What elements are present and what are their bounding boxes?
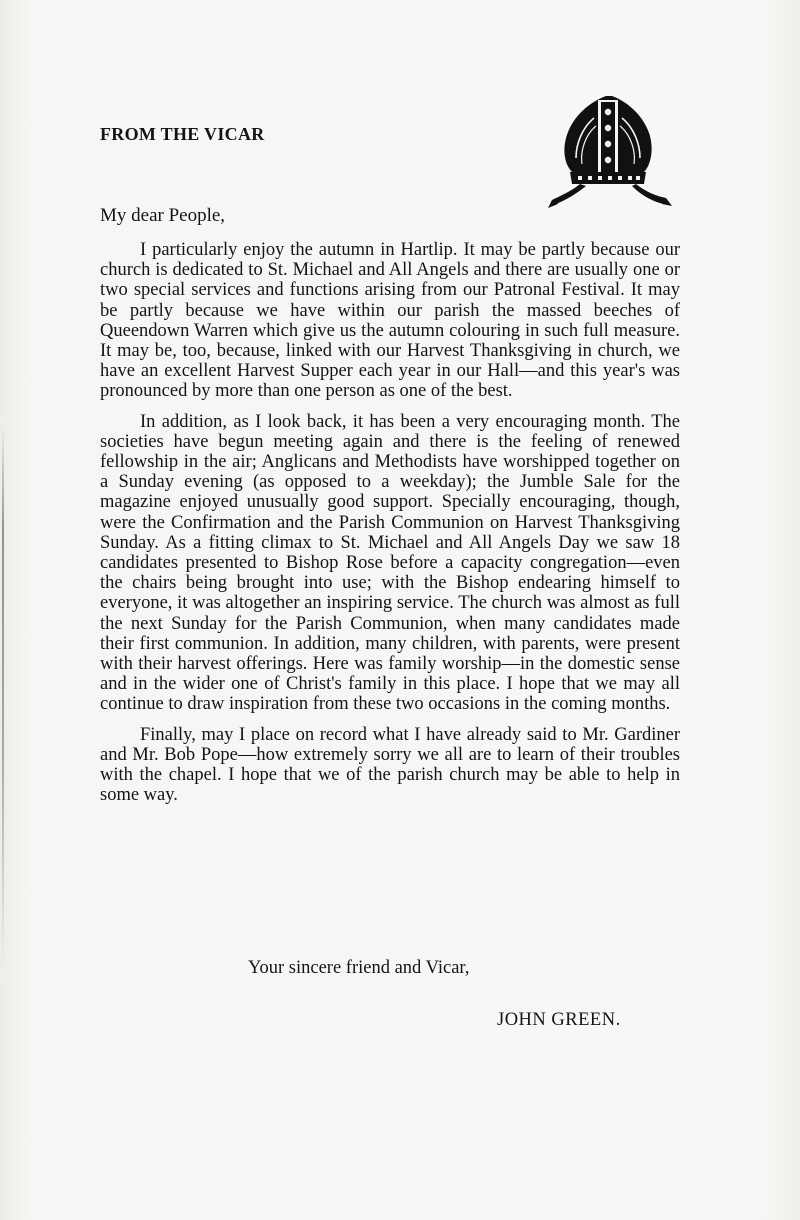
- letter-heading: FROM THE VICAR: [100, 124, 265, 144]
- paragraph-1: I particularly enjoy the autumn in Hartlip. It may be partly because our church is dedicated to St. Michael and All Angels and there are usually one or two special services and functions arising from our Patronal Festival. It may be partly because we have within our parish the massed beeches of Queendown Warren which give us the autumn colouring in such full measure. It may be, too, because, linked with our Harvest Thanksgiving in church, we have an excellent Harvest Supper each year in our Hall—and this year's was pronounced by more than one person as one of the best.: [100, 240, 680, 402]
- bishop-mitre-icon: [546, 88, 672, 210]
- signature: JOHN GREEN.: [497, 1010, 621, 1030]
- page-edge-shadow: [2, 420, 4, 980]
- letter-body: [100, 240, 680, 815]
- salutation: My dear People,: [100, 205, 226, 226]
- paragraph-3: Finally, may I place on record what I have already said to Mr. Gardiner and Mr. Bob Pope—how extremely sorry we all are to learn of their troubles with the chapel. I hope that we of the parish church may be able to help in some way.: [100, 724, 680, 806]
- paragraph-2: In addition, as I look back, it has been a very encouraging month. The societies have begun meeting again and there is the feeling of renewed fellowship in the air; Anglicans and Methodists have worshipped together on a Sunday evening (as opposed to a weekday); the Jumble Sale for the magazine enjoyed unusually good support. Specially encouraging, though, were the Confirmation and the Parish Communion on Harvest Thanksgiving Sunday. As a fitting climax to St. Michael and All Angels Day we saw 18 candidates presented to Bishop Rose before a capacity congregation—even the chairs being brought into use; with the Bishop endearing himself to everyone, it was altogether an inspiring service. The church was almost as full the next Sunday for the Parish Communion, when many candidates made their first communion. In addition, many children, with parents, were present with their harvest offerings. Here was family worship—in the domestic sense and in the wider one of Christ's family in this place. I hope that we may all continue to draw inspiration from these two occasions in the coming months.: [100, 411, 680, 715]
- closing-line: Your sincere friend and Vicar,: [248, 958, 470, 978]
